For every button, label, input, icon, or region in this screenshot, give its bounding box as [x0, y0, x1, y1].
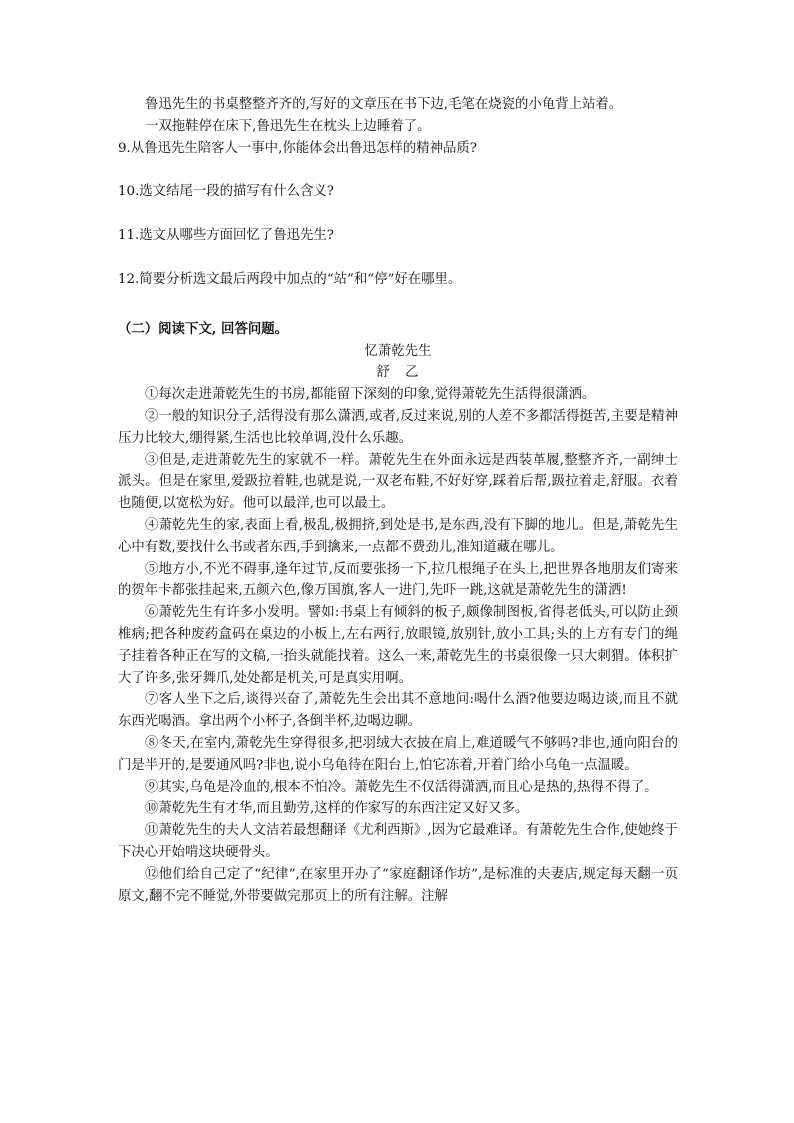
- article-paragraph-8: ⑧冬天,在室内,萧乾先生穿得很多,把羽绒大衣披在肩上,难道暖气不够吗?非也,通向阳台的门是半开的,是要通风吗?非也,说小乌龟待在阳台上,怕它冻着,开着门给小乌龟一点温暖。: [118, 735, 678, 773]
- article-paragraph-7: ⑦客人坐下之后,谈得兴奋了,萧乾先生会出其不意地问:喝什么酒?他要边喝边谈,而且不就东西光喝酒。拿出两个小杯子,各倒半杯,边喝边聊。: [118, 692, 678, 730]
- article-paragraph-12: ⑫他们给自己定了“纪律”,在家里开办了“家庭翻译作坊”,是标准的夫妻店,规定每天翻一页原文,翻不完不睡觉,外带要做完那页上的所有注解。注解: [118, 866, 678, 904]
- article-paragraph-3: ③但是,走进萧乾先生的家就不一样。萧乾先生在外面永远是西装革履,整整齐齐,一副绅士派头。但是在家里,爱趿拉着鞋,也就是说,一双老布鞋,不好好穿,踩着后帮,趿拉着走,舒服。衣着也随便,以宽松为好。他可以最洋,也可以最土。: [118, 452, 678, 512]
- question-11: 11.选文从哪些方面回忆了鲁迅先生?: [118, 228, 334, 244]
- question-10: 10.选文结尾一段的描写有什么含义?: [118, 184, 334, 200]
- answer-space: [118, 247, 678, 269]
- article-paragraph-2: ②一般的知识分子,活得没有那么潇洒,或者,反过来说,别的人差不多都活得挺苦,主要是精神压力比较大,绷得紧,生活也比较单调,没什么乐趣。: [118, 408, 678, 446]
- answer-space: [118, 203, 678, 225]
- question-12: 12.简要分析选文最后两段中加点的“站”和“停”好在哪里。: [118, 271, 462, 287]
- passage-paragraph-desk: 鲁迅先生的书桌整整齐齐的,写好的文章压在书下边,毛笔在烧瓷的小龟背上站着。: [145, 97, 623, 112]
- passage-paragraph-slippers: 一双拖鞋停在床下,鲁迅先生在枕头上边睡着了。: [145, 118, 431, 134]
- article-paragraph-6: ⑥萧乾先生有许多小发明。譬如:书桌上有倾斜的板子,颇像制图板,省得老低头,可以防止颈椎病;把各种废药盒码在桌边的小板上,左右两行,放眼镜,放别针,放小工具;头的上方有专门的绳子挂着各种正在写的文稿,一抬头就能找着。这么一来,萧乾先生的书桌很像一只大刺猬。体积扩大了许多,张牙舞爪,处处都是机关,可是真实用啊。: [118, 605, 678, 686]
- article-paragraph-9: ⑨其实,乌龟是冷血的,根本不怕冷。萧乾先生不仅活得潇洒,而且心是热的,热得不得了。: [145, 779, 658, 795]
- article-paragraph-10: ⑩萧乾先生有才华,而且勤劳,这样的作家写的东西注定又好又多。: [145, 801, 529, 817]
- question-9: 9.从鲁迅先生陪客人一事中,你能体会出鲁迅怎样的精神品质?: [118, 140, 477, 156]
- section-heading: （二）阅读下文, 回答问题。: [118, 320, 289, 337]
- document-page: [118, 94, 678, 907]
- article-paragraph-11: ⑪萧乾先生的夫人文洁若最想翻译《尤利西斯》,因为它最难译。有萧乾先生合作,使她终于下决心开始啃这块硬骨头。: [118, 823, 678, 860]
- article-title: 忆萧乾先生: [364, 343, 432, 359]
- article-paragraph-5: ⑤地方小,不光不碍事,逢年过节,反而要张扬一下,拉几根绳子在头上,把世界各地朋友们寄来的贺年卡都张挂起来,五颜六色,像万国旗,客人一进门,先吓一跳,这就是萧乾先生的潇洒!: [118, 561, 678, 599]
- answer-space: [118, 291, 678, 313]
- article-paragraph-4: ④萧乾先生的家,表面上看,极乱,极拥挤,到处是书,是东西,没有下脚的地儿。但是,萧乾先生心中有数,要找什么书或者东西,手到擒来,一点都不费劲儿,准知道藏在哪儿。: [118, 517, 678, 555]
- answer-space: [118, 159, 678, 181]
- article-author: 舒 乙: [376, 365, 420, 381]
- article-paragraph-1: ①每次走进萧乾先生的书房,都能留下深刻的印象,觉得萧乾先生活得很潇洒。: [145, 387, 596, 403]
